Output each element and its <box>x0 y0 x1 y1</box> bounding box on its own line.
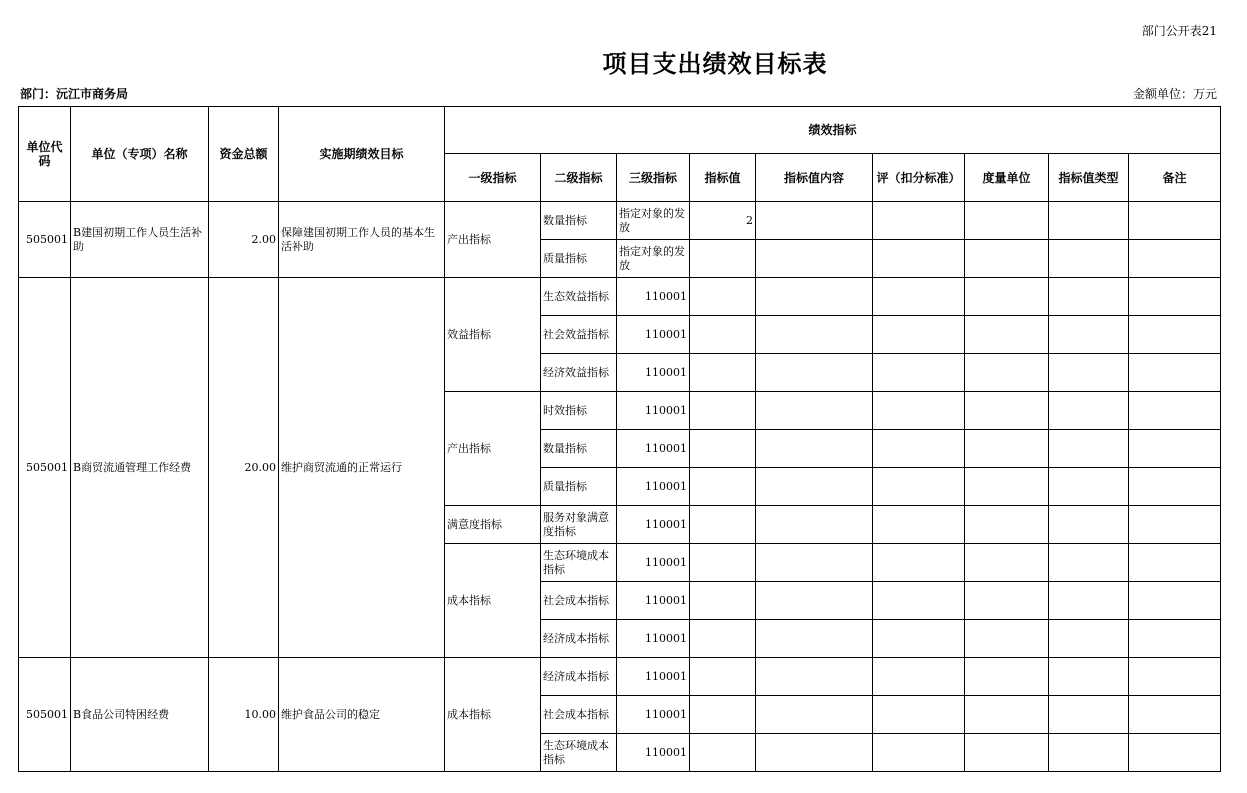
scoring-cell <box>873 392 965 430</box>
value-type-cell <box>1049 696 1129 734</box>
period-goal-cell: 保障建国初期工作人员的基本生活补助 <box>279 202 445 278</box>
level3-cell: 110001 <box>617 392 690 430</box>
level2-cell: 时效指标 <box>541 392 617 430</box>
period-goal-cell: 维护商贸流通的正常运行 <box>279 278 445 658</box>
header-level2: 二级指标 <box>541 154 617 202</box>
indicator-content-cell <box>756 734 873 772</box>
scoring-cell <box>873 430 965 468</box>
level3-cell: 110001 <box>617 620 690 658</box>
level3-cell: 110001 <box>617 430 690 468</box>
scoring-cell <box>873 658 965 696</box>
scoring-cell <box>873 582 965 620</box>
remarks-cell <box>1129 582 1221 620</box>
indicator-content-cell <box>756 506 873 544</box>
measure-unit-cell <box>965 582 1049 620</box>
level3-cell: 110001 <box>617 468 690 506</box>
level3-cell: 指定对象的发放 <box>617 240 690 278</box>
level3-cell: 110001 <box>617 734 690 772</box>
header-remarks: 备注 <box>1129 154 1221 202</box>
value-type-cell <box>1049 620 1129 658</box>
measure-unit-cell <box>965 354 1049 392</box>
remarks-cell <box>1129 696 1221 734</box>
table-body <box>19 202 1221 772</box>
total-funds-cell: 20.00 <box>209 278 279 658</box>
indicator-value-cell <box>690 354 756 392</box>
table-row <box>19 202 1221 240</box>
level1-cell: 产出指标 <box>445 392 541 506</box>
remarks-cell <box>1129 202 1221 240</box>
report-number: 部门公开表21 <box>1141 24 1217 38</box>
level3-cell: 110001 <box>617 544 690 582</box>
remarks-cell <box>1129 544 1221 582</box>
indicator-value-cell <box>690 696 756 734</box>
measure-unit-cell <box>965 468 1049 506</box>
level2-cell: 经济效益指标 <box>541 354 617 392</box>
level3-cell: 110001 <box>617 316 690 354</box>
indicator-value-cell <box>690 658 756 696</box>
remarks-cell <box>1129 278 1221 316</box>
scoring-cell <box>873 354 965 392</box>
measure-unit-cell <box>965 506 1049 544</box>
unit-code-cell: 505001 <box>19 278 71 658</box>
indicator-content-cell <box>756 392 873 430</box>
indicator-value-cell <box>690 468 756 506</box>
value-type-cell <box>1049 582 1129 620</box>
period-goal-cell: 维护食品公司的稳定 <box>279 658 445 772</box>
measure-unit-cell <box>965 392 1049 430</box>
total-funds-cell: 2.00 <box>209 202 279 278</box>
value-type-cell <box>1049 316 1129 354</box>
remarks-cell <box>1129 468 1221 506</box>
scoring-cell <box>873 468 965 506</box>
remarks-cell <box>1129 240 1221 278</box>
table-row <box>19 278 1221 316</box>
level2-cell: 数量指标 <box>541 202 617 240</box>
indicator-value-cell <box>690 278 756 316</box>
unit-code-cell: 505001 <box>19 202 71 278</box>
level2-cell: 社会成本指标 <box>541 696 617 734</box>
value-type-cell <box>1049 202 1129 240</box>
value-type-cell <box>1049 392 1129 430</box>
measure-unit-cell <box>965 696 1049 734</box>
level2-cell: 生态环境成本指标 <box>541 544 617 582</box>
indicator-value-cell <box>690 430 756 468</box>
header-measure-unit: 度量单位 <box>965 154 1049 202</box>
indicator-value-cell <box>690 582 756 620</box>
remarks-cell <box>1129 658 1221 696</box>
level1-cell: 满意度指标 <box>445 506 541 544</box>
unit-name-cell: B食品公司特困经费 <box>71 658 209 772</box>
header-level1: 一级指标 <box>445 154 541 202</box>
value-type-cell <box>1049 506 1129 544</box>
level2-cell: 社会效益指标 <box>541 316 617 354</box>
indicator-content-cell <box>756 468 873 506</box>
level2-cell: 生态效益指标 <box>541 278 617 316</box>
indicator-content-cell <box>756 430 873 468</box>
header-period-goal: 实施期绩效目标 <box>279 107 445 202</box>
scoring-cell <box>873 278 965 316</box>
measure-unit-cell <box>965 240 1049 278</box>
unit-name-cell: B建国初期工作人员生活补助 <box>71 202 209 278</box>
header-value-type: 指标值类型 <box>1049 154 1129 202</box>
level2-cell: 服务对象满意度指标 <box>541 506 617 544</box>
remarks-cell <box>1129 620 1221 658</box>
header-unit-name: 单位（专项）名称 <box>71 107 209 202</box>
level3-cell: 110001 <box>617 278 690 316</box>
indicator-value-cell <box>690 392 756 430</box>
scoring-cell <box>873 240 965 278</box>
unit-name-cell: B商贸流通管理工作经费 <box>71 278 209 658</box>
indicator-value-cell <box>690 734 756 772</box>
level2-cell: 经济成本指标 <box>541 658 617 696</box>
indicator-content-cell <box>756 278 873 316</box>
indicator-value-cell <box>690 506 756 544</box>
level2-cell: 生态环境成本指标 <box>541 734 617 772</box>
value-type-cell <box>1049 278 1129 316</box>
measure-unit-cell <box>965 316 1049 354</box>
indicator-value-cell <box>690 316 756 354</box>
remarks-cell <box>1129 430 1221 468</box>
level3-cell: 110001 <box>617 582 690 620</box>
indicator-value-cell <box>690 240 756 278</box>
value-type-cell <box>1049 430 1129 468</box>
header-level3: 三级指标 <box>617 154 690 202</box>
measure-unit-cell <box>965 734 1049 772</box>
level2-cell: 社会成本指标 <box>541 582 617 620</box>
performance-target-table <box>18 106 1221 772</box>
measure-unit-cell <box>965 202 1049 240</box>
remarks-cell <box>1129 506 1221 544</box>
header-indicator-value: 指标值 <box>690 154 756 202</box>
value-type-cell <box>1049 658 1129 696</box>
level3-cell: 110001 <box>617 354 690 392</box>
measure-unit-cell <box>965 430 1049 468</box>
indicator-content-cell <box>756 696 873 734</box>
remarks-cell <box>1129 734 1221 772</box>
indicator-content-cell <box>756 658 873 696</box>
level3-cell: 指定对象的发放 <box>617 202 690 240</box>
level1-cell: 成本指标 <box>445 544 541 658</box>
level3-cell: 110001 <box>617 506 690 544</box>
level1-cell: 产出指标 <box>445 202 541 278</box>
scoring-cell <box>873 506 965 544</box>
remarks-cell <box>1129 316 1221 354</box>
value-type-cell <box>1049 734 1129 772</box>
level3-cell: 110001 <box>617 696 690 734</box>
indicator-content-cell <box>756 240 873 278</box>
header-scoring: 评（扣分标准） <box>873 154 965 202</box>
page-title: 项目支出绩效目标表 <box>602 50 828 78</box>
value-type-cell <box>1049 240 1129 278</box>
value-type-cell <box>1049 354 1129 392</box>
header-performance-indicators: 绩效指标 <box>445 107 1221 154</box>
measure-unit-cell <box>965 620 1049 658</box>
level1-cell: 效益指标 <box>445 278 541 392</box>
indicator-content-cell <box>756 202 873 240</box>
level2-cell: 质量指标 <box>541 240 617 278</box>
scoring-cell <box>873 544 965 582</box>
indicator-value-cell <box>690 620 756 658</box>
header-indicator-content: 指标值内容 <box>756 154 873 202</box>
scoring-cell <box>873 202 965 240</box>
scoring-cell <box>873 316 965 354</box>
measure-unit-cell <box>965 278 1049 316</box>
indicator-value-cell <box>690 544 756 582</box>
remarks-cell <box>1129 354 1221 392</box>
table-row <box>19 658 1221 696</box>
measure-unit-cell <box>965 658 1049 696</box>
level3-cell: 110001 <box>617 658 690 696</box>
level2-cell: 质量指标 <box>541 468 617 506</box>
indicator-content-cell <box>756 354 873 392</box>
indicator-content-cell <box>756 544 873 582</box>
measure-unit-cell <box>965 544 1049 582</box>
level2-cell: 数量指标 <box>541 430 617 468</box>
indicator-content-cell <box>756 582 873 620</box>
indicator-value-cell: 2 <box>690 202 756 240</box>
value-type-cell <box>1049 544 1129 582</box>
scoring-cell <box>873 696 965 734</box>
header-unit-code: 单位代码 <box>19 107 71 202</box>
unit-code-cell: 505001 <box>19 658 71 772</box>
indicator-content-cell <box>756 620 873 658</box>
header-total-funds: 资金总额 <box>209 107 279 202</box>
indicator-content-cell <box>756 316 873 354</box>
remarks-cell <box>1129 392 1221 430</box>
value-type-cell <box>1049 468 1129 506</box>
amount-unit-label: 金额单位：万元 <box>1132 87 1217 101</box>
level2-cell: 经济成本指标 <box>541 620 617 658</box>
scoring-cell <box>873 734 965 772</box>
scoring-cell <box>873 620 965 658</box>
department-label: 部门：沅江市商务局 <box>20 87 129 101</box>
total-funds-cell: 10.00 <box>209 658 279 772</box>
level1-cell: 成本指标 <box>445 658 541 772</box>
